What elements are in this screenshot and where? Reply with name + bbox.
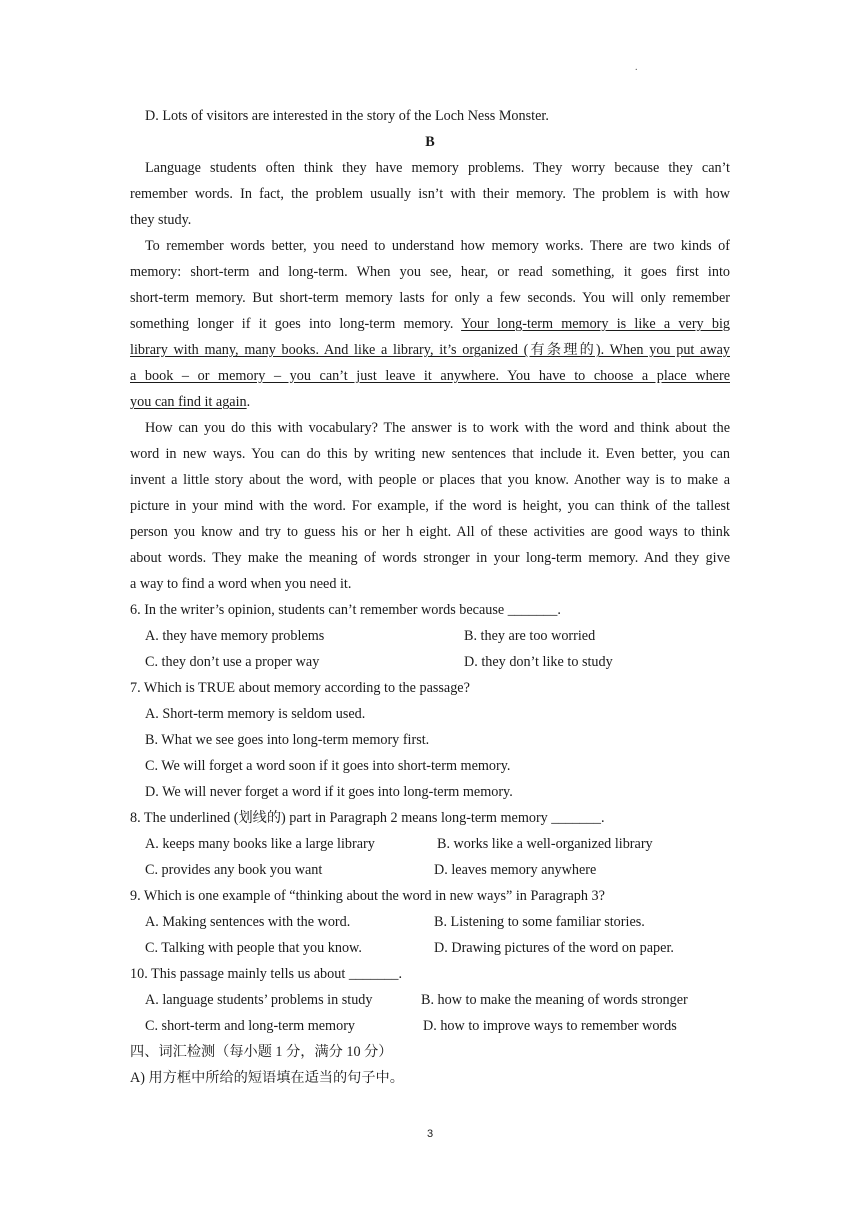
question-6-option-c: C. they don’t use a proper way: [145, 654, 320, 670]
part-4-heading: 四、词汇检测（每小题 1 分，满分 10 分）: [130, 1044, 393, 1060]
question-7-option-d: D. We will never forget a word if it goes into long-term memory.: [145, 784, 513, 800]
underlined-passage: a book – or memory – you can’t just leave it anywhere. You have to choose a place where: [130, 368, 730, 384]
paragraph-3-line: How can you do this with vocabulary? The answer is to work with the word and think about the: [145, 420, 730, 436]
question-8-option-b: B. works like a well-organized library: [437, 836, 653, 852]
underlined-passage: Your long-term memory is like a very big: [461, 316, 730, 332]
paragraph-2-line: short-term memory. But short-term memory lasts for only a few seconds. You will only remember: [130, 290, 730, 306]
question-10-option-b: B. how to make the meaning of words stronger: [421, 992, 688, 1008]
paragraph-2-line: [130, 311, 730, 337]
paragraph-3-line: person you know and try to guess his or her h eight. All of these activities are good ways to think: [130, 524, 730, 540]
paragraph-3-line: picture in your mind with the word. For example, if the word is height, you can think of the tallest: [130, 498, 730, 514]
question-10-option-d: D. how to improve ways to remember words: [423, 1018, 677, 1034]
question-6-option-b: B. they are too worried: [464, 628, 596, 644]
question-7-option-a: A. Short-term memory is seldom used.: [145, 706, 366, 722]
paragraph-3-line: about words. They make the meaning of words stronger in your long-term memory. And they give: [130, 550, 730, 566]
paragraph-3-line: invent a little story about the word, with people or places that you know. Another way is to make a: [130, 472, 730, 488]
section-heading: B: [425, 134, 435, 150]
paragraph-2-line: memory: short-term and long-term. When you see, hear, or read something, it goes first into: [130, 264, 730, 280]
paragraph-2-line: To remember words better, you need to understand how memory works. There are two kinds of: [145, 238, 730, 254]
header-mark: .: [635, 62, 638, 73]
question-8-option-d: D. leaves memory anywhere: [434, 862, 597, 878]
question-8-option-a: A. keeps many books like a large library: [145, 836, 375, 852]
underlined-passage: library with many, many books. And like a library, it’s organized (有条理的). When you put away: [130, 342, 730, 358]
previous-question-option-d: D. Lots of visitors are interested in the story of the Loch Ness Monster.: [145, 108, 549, 124]
question-9-option-c: C. Talking with people that you know.: [145, 940, 362, 956]
paragraph-3-line: word in new ways. You can do this by writing new sentences that include it. Even better, you can: [130, 446, 730, 462]
paragraph-2-line: [130, 337, 730, 363]
question-7-option-c: C. We will forget a word soon if it goes into short-term memory.: [145, 758, 511, 774]
question-8-stem: 8. The underlined (划线的) part in Paragraph 2 means long-term memory _______.: [130, 810, 605, 826]
question-9-stem: 9. Which is one example of “thinking about the word in new ways” in Paragraph 3?: [130, 888, 605, 904]
question-6-stem: 6. In the writer’s opinion, students can’t remember words because _______.: [130, 602, 561, 618]
question-9-option-b: B. Listening to some familiar stories.: [434, 914, 645, 930]
question-7-stem: 7. Which is TRUE about memory according to the passage?: [130, 680, 470, 696]
question-9-option-d: D. Drawing pictures of the word on paper.: [434, 940, 674, 956]
question-10-option-a: A. language students’ problems in study: [145, 992, 373, 1008]
question-6-option-d: D. they don’t like to study: [464, 654, 613, 670]
underlined-passage: you can find it again: [130, 394, 247, 410]
page-number: 3: [426, 1128, 434, 1140]
paragraph-1-line: remember words. In fact, the problem usually isn’t with their memory. The problem is with how: [130, 186, 730, 202]
paragraph-2-line: [130, 363, 730, 389]
question-10-stem: 10. This passage mainly tells us about _______.: [130, 966, 403, 982]
paragraph-3-line: a way to find a word when you need it.: [130, 576, 352, 592]
question-10-option-c: C. short-term and long-term memory: [145, 1018, 356, 1034]
part-4-instruction: A) 用方框中所给的短语填在适当的句子中。: [130, 1070, 404, 1086]
question-7-option-b: B. What we see goes into long-term memory first.: [145, 732, 430, 748]
question-8-option-c: C. provides any book you want: [145, 862, 323, 878]
paragraph-1-line: they study.: [130, 212, 192, 228]
paragraph-2-line: you can find it again.: [130, 394, 251, 410]
paragraph-2-text: something longer if it goes into long-term memory.: [130, 316, 462, 332]
question-9-option-a: A. Making sentences with the word.: [145, 914, 351, 930]
question-6-option-a: A. they have memory problems: [145, 628, 325, 644]
paragraph-1-line: Language students often think they have memory problems. They worry because they can’t: [145, 160, 730, 176]
